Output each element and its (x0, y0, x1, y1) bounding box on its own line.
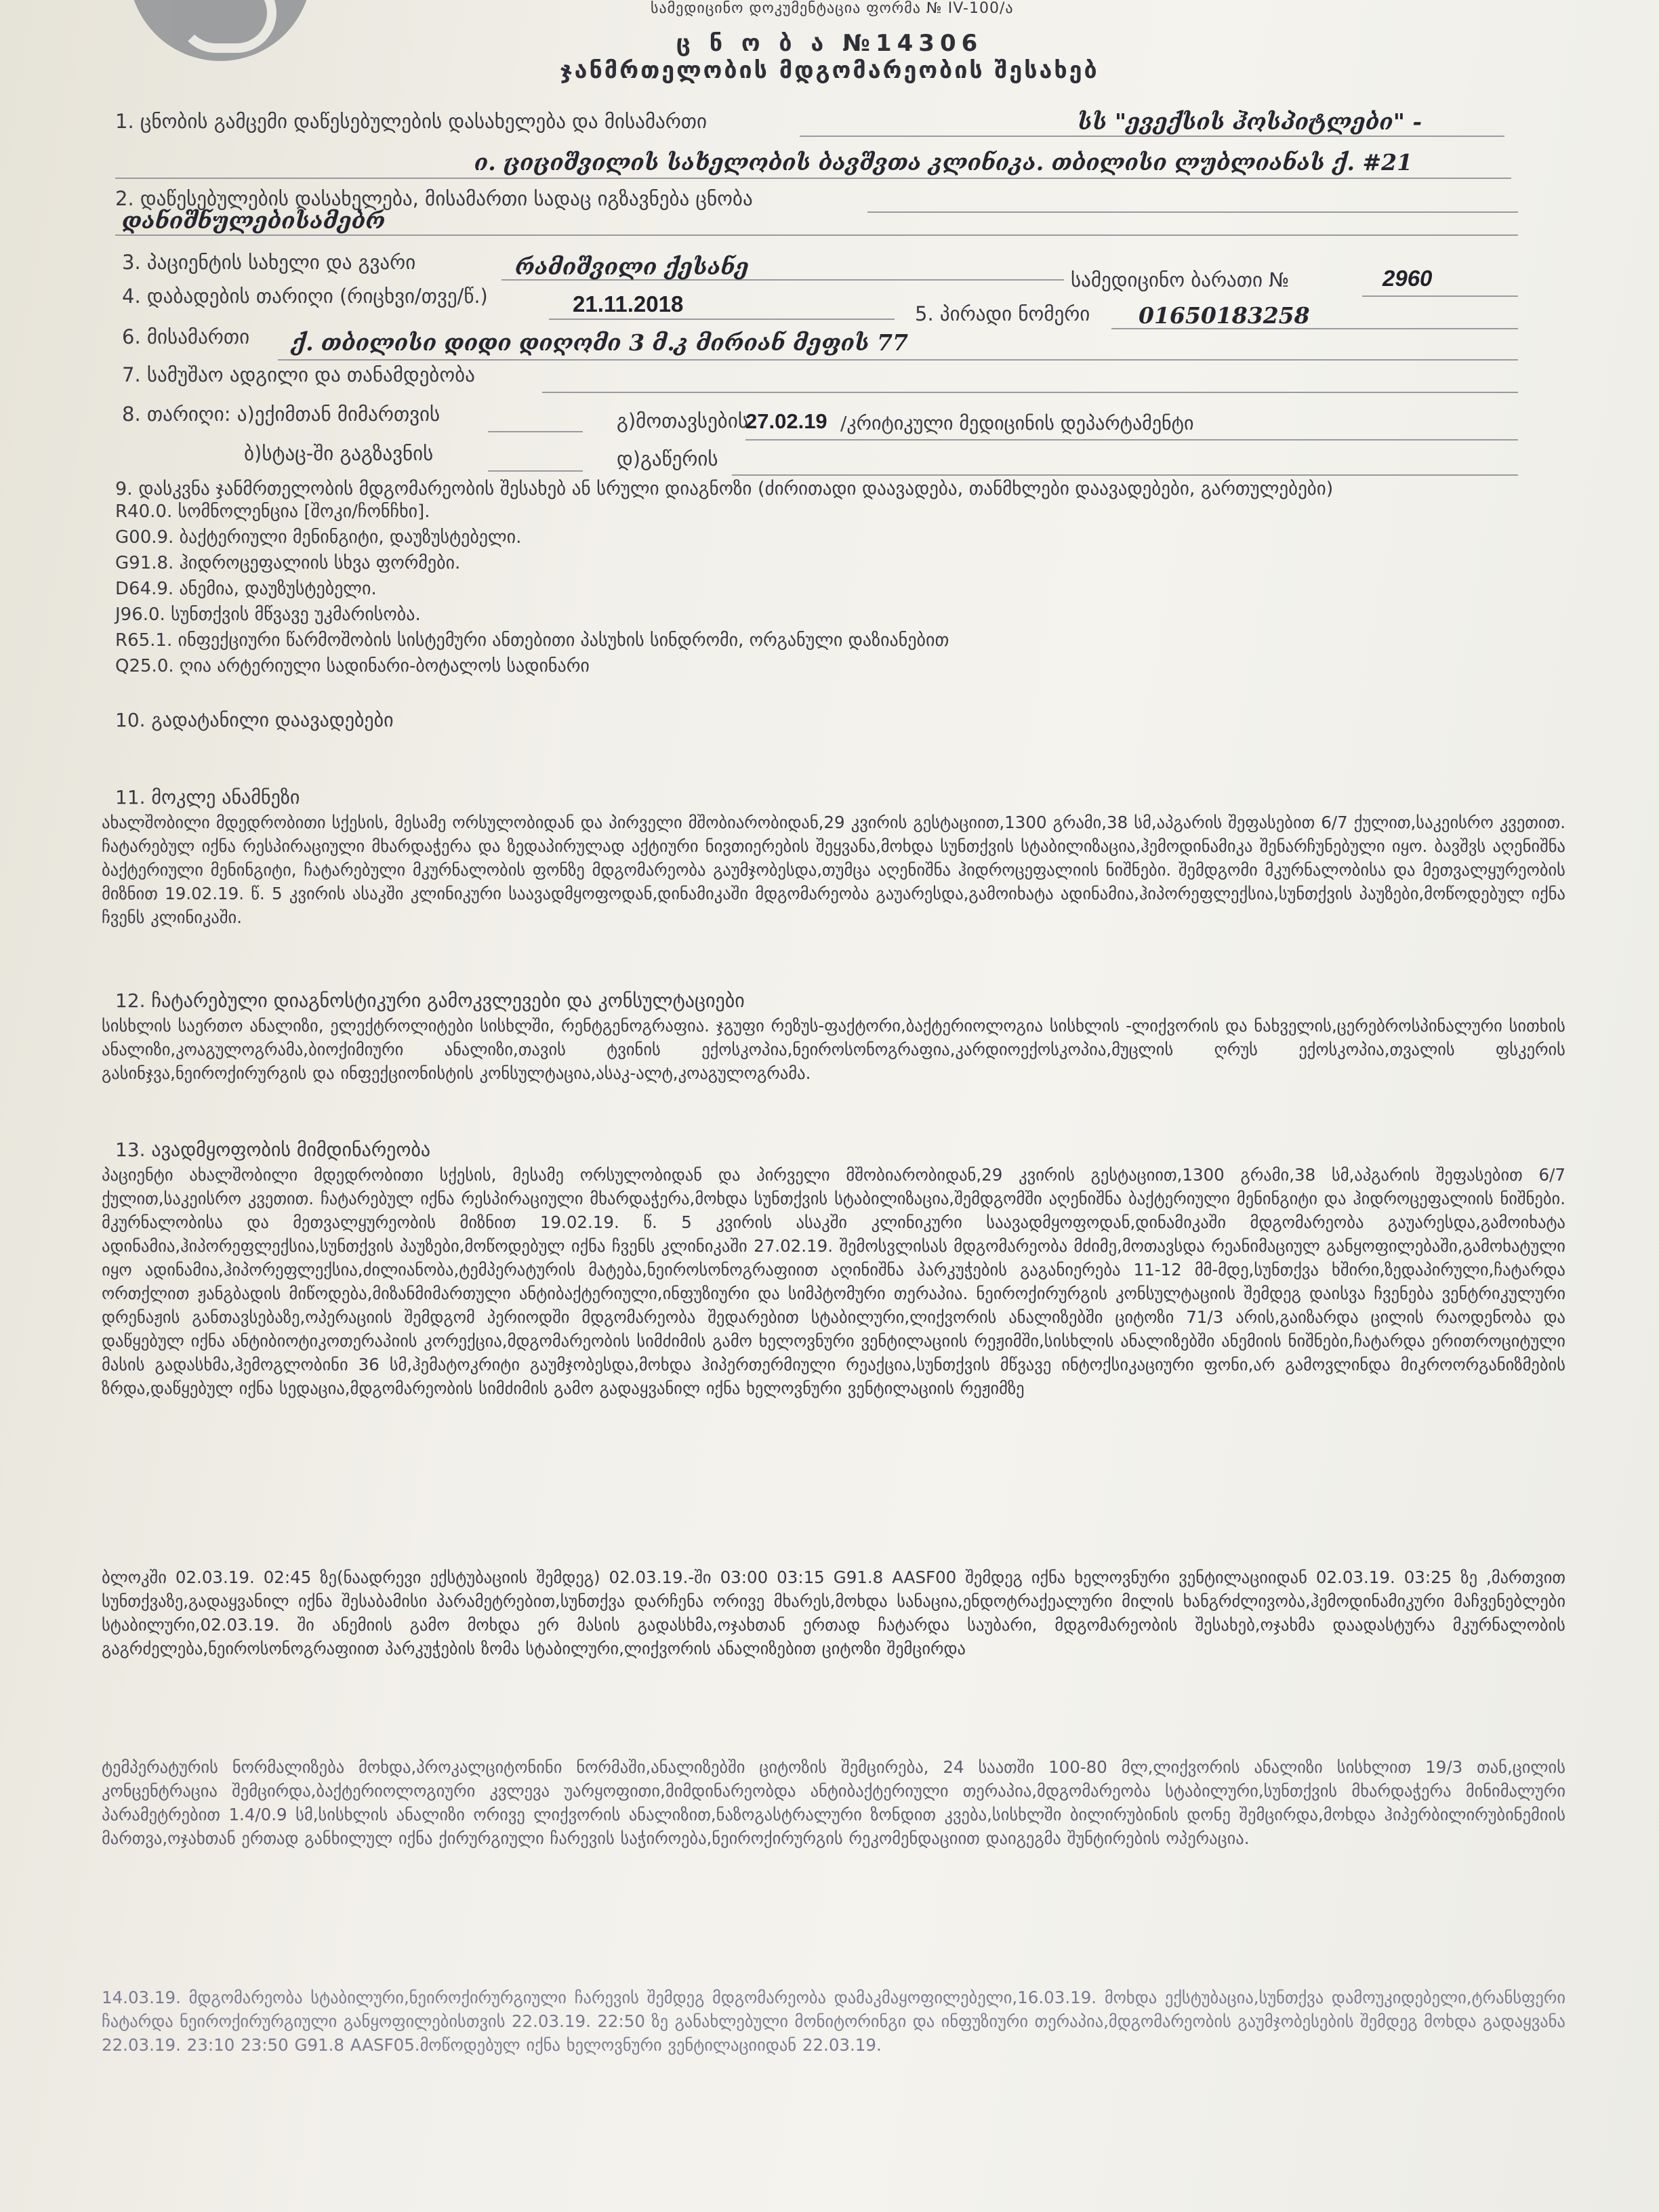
section-12-text: სისხლის საერთო ანალიზი, ელექტროლიტები სისხლში, რენტგენოგრაფია. ჯგუფი რეზუს-ფაქტორი,ბაქტერიოლოგია სისხლის -ლიქვორის და ნახველის,ცერებროსპინალური სითხის ანალიზი,კოაგულოგრამა,ბიოქიმიური ანალიზი,თავის ტვინის ექოსკოპია,ნეიროსონოგრაფია,კარდიოექოსკოპია,მუცლის ღრუს ექოსკოპია,თვალის ფსკერის გასინჯვა,ნეიროქირურგის და ინფექციონისტის კონსულტაცია,ასაკ-ალტ,კოაგულოგრამა. (102, 1016, 1565, 1083)
form-number: სამედიცინო დოკუმენტაცია ფორმა № IV-100/ა (651, 0, 1014, 17)
field-8b-label: ბ)სტაც-ში გაგზავნის (244, 442, 434, 465)
field-8c-label: გ)მოთავსების (617, 409, 748, 432)
section-13-text-faded: ტემპერატურის ნორმალიზება მოხდა,პროკალციტონინი ნორმაში,ანალიზებში ციტოზის შემცირება, 24 საათში 100-80 მლ,ლიქვორის ანალიზი სისხლით 19/3 თან,ცილის კონცენტრაცია შემცირდა,ბაქტერიოლოგიური კვლევა უარყოფითი,მიმდინარეობდა ანტიბაქტერიული თერაპია,მდგომარეობა სტაბილური,სუნთქვის მხარდაჭერა მინიმალური პარამეტრებით 1.4/0.9 სმ,სისხლის ანალიზი ორივე ლიქვორის ანალიზით,ნაზოგასტრალური ზონდით კვება,სისხლში ბილირუბინის დონე შემცირდა,მოხდა ჰიპერბილირუბინემიის მართვა,ოჯახთან ერთად განხილულ იქნა ქირურგიული ჩარევის საჭიროება,ნეიროქირურგის რეკომენდაციით დაიგეგმა შუნტირების ოპერაცია. (102, 1757, 1565, 1848)
section-10-label: 10. გადატანილი დაავადებები (115, 709, 394, 731)
field-3-label: 3. პაციენტის სახელი და გვარი (122, 251, 416, 274)
field-1-line-b (115, 178, 1511, 179)
field-1-label: 1. ცნობის გამცემი დაწესებულების დასახელება და მისამართი (115, 110, 708, 133)
diagnosis-item: G91.8. ჰიდროცეფალიის სხვა ფორმები. (115, 553, 461, 573)
field-7-label: 7. სამუშაო ადგილი და თანამდებობა (122, 363, 475, 386)
diagnosis-item: R40.0. სომნოლენცია [შოკი/ჩონჩხი]. (115, 501, 430, 522)
diagnosis-item: Q25.0. ღია არტერიული სადინარი-ბოტალოს სადინარი (115, 656, 590, 676)
field-8a-line (488, 431, 583, 432)
field-8d-line (732, 474, 1518, 476)
field-6-line (278, 359, 1518, 361)
section-11-text: ახალშობილი მდედრობითი სქესის, მესამე ორსულობიდან და პირველი მშობიარობიდან,29 კვირის გესტაციით,1300 გრამი,38 სმ,აპგარის შეფასებით 6/7 ქულით,საკეისრო კვეთით. ჩატარებულ იქნა რესპირაციული მხარდაჭერა და ზედაპირულად აქტიური ნივთიერების შეყვანა,მოხდა სუნთქვის სტაბილიზაცია,ჰემოდინამიკა შენარჩუნებული იყო. ბავშვს აღენიშნა ბაქტერიული მენინგიტი, ჩატარებული მკურნალობის ფონზე მდგომარეობა გაუმჯობესდა,თუმცა აღენიშნა ჰიდროცეფალიის ნიშნები. შემდგომი მკურნალობისა და მეთვალყურეობის მიზნით 19.02.19. წ. 5 კვირის ასაკში კლინიკური საავადმყოფოდან,დინამიკაში მდგომარეობა გაუარესდა,გამოიხატა ადინამია,ჰიპორეფლექსია,სუნთქვის პაუზები,მოწოდებულ იქნა ჩვენს კლინიკაში. (102, 813, 1565, 927)
field-8d-label: დ)გაწერის (617, 447, 718, 470)
document-number-title: ც ნ ო ბ ა №14306 (676, 30, 983, 57)
document-title: ჯანმრთელობის მდგომარეობის შესახებ (560, 57, 1099, 84)
section-13-text-end: 14.03.19. მდგომარეობა სტაბილური,ნეიროქირურგიული ჩარევის შემდეგ მდგომარეობა დამაკმაყოფილებელი,16.03.19. მოხდა ექსტუბაცია,სუნთქვა დამოუკიდებელი,ტრანსფერი ჩატარდა ნეიროქირურგიული განყოფილებისთვის 22.03.19. 22:50 ზე განახლებული მონიტორინგი და ინფუზიური თერაპია,მდგომარეობის გაუმჯობესების შემდეგ მოხდა გადაყვანა 22.03.19. 23:10 23:50 G91.8 AASF05.მოწოდებულ იქნა ხელოვნური ვენტილაციიდან 22.03.19. (102, 1988, 1565, 2055)
field-2-line (867, 211, 1518, 213)
diagnosis-item: J96.0. სუნთქვის მწვავე უკმარისობა. (115, 605, 421, 625)
card-number-label: სამედიცინო ბარათი № (1071, 268, 1290, 291)
field-4-value: 21.11.2018 (573, 291, 684, 316)
field-6-value: ქ. თბილისი დიდი დიღომი 3 მ.კ მირიან მეფის 77 (291, 329, 909, 356)
field-1-value-a: სს "ევექსის ჰოსპიტლები" - (1078, 108, 1422, 135)
diagnosis-item: D64.9. ანემია, დაუზუსტებელი. (115, 579, 377, 599)
section-13-text-timeline: ბლოკში 02.03.19. 02:45 ზე(ნაადრევი ექსტუბაციის შემდეგ) 02.03.19.-ში 03:00 03:15 G91.8 AASF00 შემდეგ იქნა ხელოვნური ვენტილაციიდან 02.03.19. 03:25 ზე ,მართვით სუნთქვაზე,გადაყვანილ იქნა შესაბამისი პარამეტრებით,სუნთქვა დარჩენა ორივე მხარეს,მოხდა სანაცია,ენდოტრაქეალური მილის ხანგრძლივობა,ჰემოდინამიკური მაჩვენებლები სტაბილური,02.03.19. ში ანემიის გამო მოხდა ერ მასის გადასხმა,ოჯახთან ერთად ჩატარდა საუბარი, მდგომარეობის შესახებ,ოჯახმა დაადასტურა მკურნალობის გაგრძელება,ნეიროსონოგრაფიით პარკუჭების ზომა სტაბილური,ლიქვორის ანალიზებით ციტოზი შემცირდა (102, 1568, 1565, 1658)
field-6-label: 6. მისამართი (122, 325, 250, 348)
field-1-value-b: ი. ციციშვილის სახელობის ბავშვთა კლინიკა. თბილისი ლუბლიანას ქ. #21 (474, 149, 1413, 176)
field-5-value: 01650183258 (1139, 302, 1310, 329)
field-8-label: 8. თარიღი: ა)ექიმთან მიმართვის (122, 403, 441, 426)
card-number-value: 2960 (1382, 266, 1433, 291)
field-1-line (800, 136, 1504, 137)
diagnosis-item: G00.9. ბაქტერიული მენინგიტი, დაუზუსტებელი. (115, 527, 522, 548)
field-8b-line (488, 470, 583, 472)
section-13-text-main: პაციენტი ახალშობილი მდედრობითი სქესის, მესამე ორსულობიდან და პირველი მშობიარობიდან,29 კვირის გესტაციით,1300 გრამი,38 სმ,აპგარის შეფასებით 6/7 ქულით,საკეისრო კვეთით. ჩატარებულ იქნა რესპირაციული მხარდაჭერა,მოხდა სუნთქვის სტაბილიზაცია,შემდგომში აღენიშნა ბაქტერიული მენინგიტი და ჰიდროცეფალიის ნიშნები. მკურნალობისა და მეთვალყურეობის მიზნით 19.02.19. წ. 5 კვირის ასაკში კლინიკური საავადმყოფოდან,დინამიკაში მდგომარეობა გაუარესდა,გამოიხატა ადინამია,ჰიპორეფლექსია,სუნთქვის პაუზები,მოწოდებულ იქნა ჩვენს კლინიკაში 27.02.19. შემოსვლისას მდგომარეობა მძიმე,მოთავსდა რეანიმაციულ განყოფილებაში,გამოხატული იყო ადინამია,ჰიპორეფლექსია,ძილიანობა,ტემპერატურის მატება,ნეიროსონოგრაფიით აღინიშნა პარკუჭების გაგანიერება 11-12 მმ-მდე,სუნთქვა ხშირი,ზედაპირული,ჩატარდა ორთქლით ჟანგბადის მიწოდება,მიზანმიმართული ანტიბაქტერიული,ინფუზიური და სიმპტომური თერაპია. ნეიროქირურგის კონსულტაციის შემდეგ დაისვა ჩვენება ვენტრიკულური დრენაჟის განთავსებაზე,ოპერაციის შემდგომ პერიოდში მდგომარეობა შედარებით სტაბილური,ლიქვორის ანალიზებში ციტოზი 71/3 არის,გაიზარდა ცილის რაოდენობა და დაწყებულ იქნა ანტიბიოტიკოთერაპიის კორექცია,მდგომარეობის სიმძიმის გამო ხელოვნური ვენტილაციის რეჟიმში,სისხლის ანალიზებში ანემიის ნიშნები,ჩატარდა ერითროციტული მასის გადასხმა,ჰემოგლობინი 36 სმ,ჰემატოკრიტი გაუმჯობესდა,მოხდა ჰიპერთერმიული რეაქცია,სუნთქვის მწვავე ინტოქსიკაციური ფონი,არ გამოვლინდა მიკროორგანიზმების ზრდა,დაწყებულ იქნა სედაცია,მდგომარეობის სიმძიმის გამო გადაყვანილ იქნა ხელოვნური ვენტილაციის რეჟიმზე (102, 1165, 1565, 1398)
section-12-label: 12. ჩატარებული დიაგნოსტიკური გამოკვლევები და კონსულტაციები (115, 989, 745, 1012)
section-11-label: 11. მოკლე ანამნეზი (115, 786, 300, 808)
diagnosis-item: R65.1. ინფექციური წარმოშობის სისტემური ანთებითი პასუხის სინდრომი, ორგანული დაზიანებით (115, 630, 949, 651)
field-2-label: 2. დაწესებულების დასახელება, მისამართი სადაც იგზავნება ცნობა (115, 187, 753, 210)
field-5-label: 5. პირადი ნომერი (915, 302, 1090, 325)
field-4-line (549, 319, 895, 320)
section-13-label: 13. ავადმყოფობის მიმდინარეობა (115, 1139, 431, 1161)
field-8c-date: 27.02.19 (745, 409, 827, 433)
card-number-line (1362, 295, 1518, 297)
field-3-value: რამიშვილი ქესანე (515, 253, 749, 280)
field-4-label: 4. დაბადების თარიღი (რიცხვი/თვე/წ.) (122, 285, 488, 308)
field-2-value: დანიშნულებისამებრ (122, 207, 386, 234)
field-8c-line (745, 439, 1518, 441)
diagnosis-label: 9. დასკვნა ჯანმრთელობის მდგომარეობის შესახებ ან სრული დიაგნოზი (ძირითადი დაავადება, თანმხლები დაავადებები, გართულებები) (115, 478, 1334, 499)
field-7-line (542, 392, 1518, 393)
field-8c-department: /კრიტიკული მედიცინის დეპარტამენტი (840, 412, 1194, 434)
field-2-line-b (115, 234, 1518, 236)
